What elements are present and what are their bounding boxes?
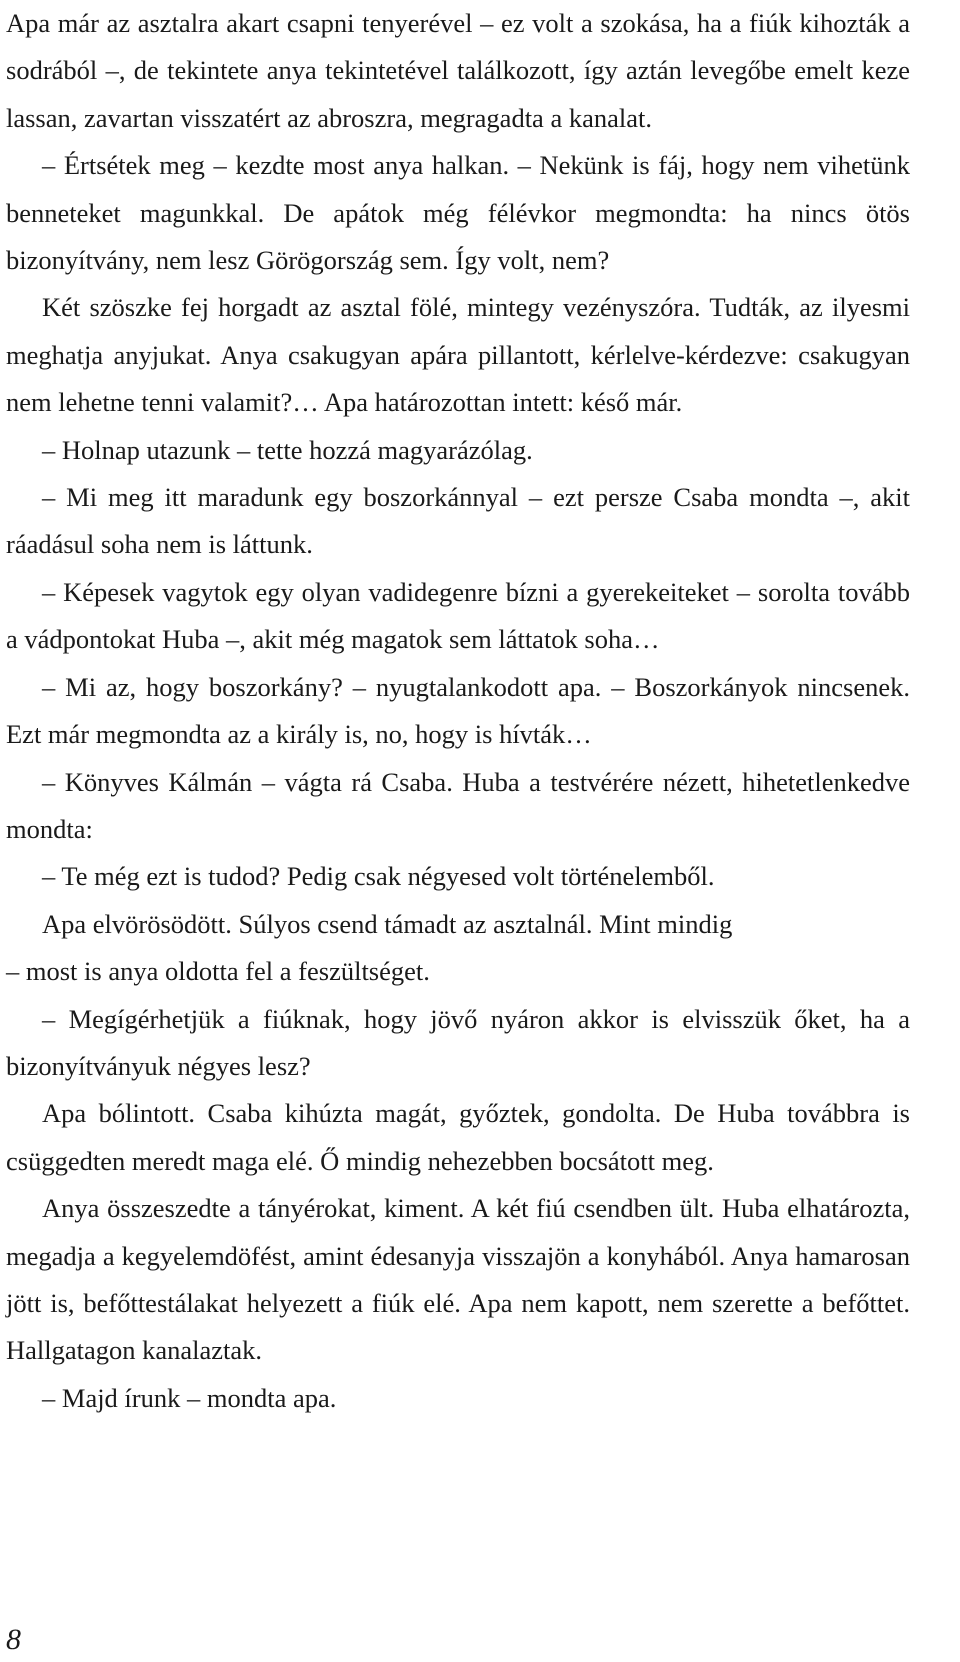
- paragraph: – Mi az, hogy boszorkány? – nyugtalankodott apa. – Boszorkányok nincsenek. Ezt már megmondta az a király is, no, hogy is hívták…: [6, 671, 910, 750]
- body-text: [6, 0, 910, 1422]
- paragraph: – Holnap utazunk – tette hozzá magyarázólag.: [42, 434, 533, 465]
- paragraph: – Képesek vagytok egy olyan vadidegenre bízni a gyerekeiteket – sorolta tovább a vádpontokat Huba –, akit még magatok sem láttatok soha…: [6, 576, 910, 655]
- paragraph: – Megígérhetjük a fiúknak, hogy jövő nyáron akkor is elvisszük őket, ha a bizonyítványuk négyes lesz?: [6, 1003, 910, 1081]
- paragraph: Apa elvörösödött. Súlyos csend támadt az asztalnál. Mint mindig: [42, 908, 733, 939]
- paragraph: – Mi meg itt maradunk egy boszorkánnyal – ezt persze Csaba mondta –, akit ráadásul soha nem is láttunk.: [6, 482, 910, 560]
- paragraph: Két szöszke fej horgadt az asztal fölé, mintegy vezényszóra. Tudták, az ilyesmi meghatja anyjukat. Anya csakugyan apára pillantott, kérlelve-kérdezve: csakugyan nem lehetne tenni valamit?… Apa határozottan intett: késő már.: [6, 292, 910, 418]
- paragraph: – Értsétek meg – kezdte most anya halkan. – Nekünk is fáj, hogy nem vihetünk benneteket magunkkal. De apátok még félévkor megmondta: ha nincs ötös bizonyítvány, nem lesz Görögország sem. Így volt, nem?: [6, 150, 910, 276]
- paragraph: – Te még ezt is tudod? Pedig csak négyesed volt történelemből.: [42, 861, 715, 892]
- paragraph: Apa bólintott. Csaba kihúzta magát, győztek, gondolta. De Huba továbbra is csüggedten meredt maga elé. Ő mindig nehezebben bocsátott meg.: [6, 1098, 910, 1176]
- paragraph: Apa már az asztalra akart csapni tenyerével – ez volt a szokása, ha a fiúk kihozták a sodrából –, de tekintete anya tekintetével találkozott, így aztán levegőbe emelt keze lassan, zavartan visszatért az abroszra, megragadta a kanalat.: [6, 8, 910, 133]
- paragraph: – most is anya oldotta fel a feszültséget.: [6, 956, 430, 987]
- paragraph: – Könyves Kálmán – vágta rá Csaba. Huba a testvérére nézett, hihetetlenkedve mondta:: [6, 766, 910, 844]
- page-number: 8: [6, 1623, 21, 1656]
- paragraph: Anya összeszedte a tányérokat, kiment. A két fiú csendben ült. Huba elhatározta, megadja a kegyelemdöfést, amint édesanyja visszajön a konyhából. Anya hamarosan jött is, befőttestálakat helyezett a fiúk elé. Apa nem kapott, nem szerette a befőttet. Hallgatagon kanalaztak.: [6, 1193, 910, 1366]
- paragraph: – Majd írunk – mondta apa.: [42, 1382, 337, 1413]
